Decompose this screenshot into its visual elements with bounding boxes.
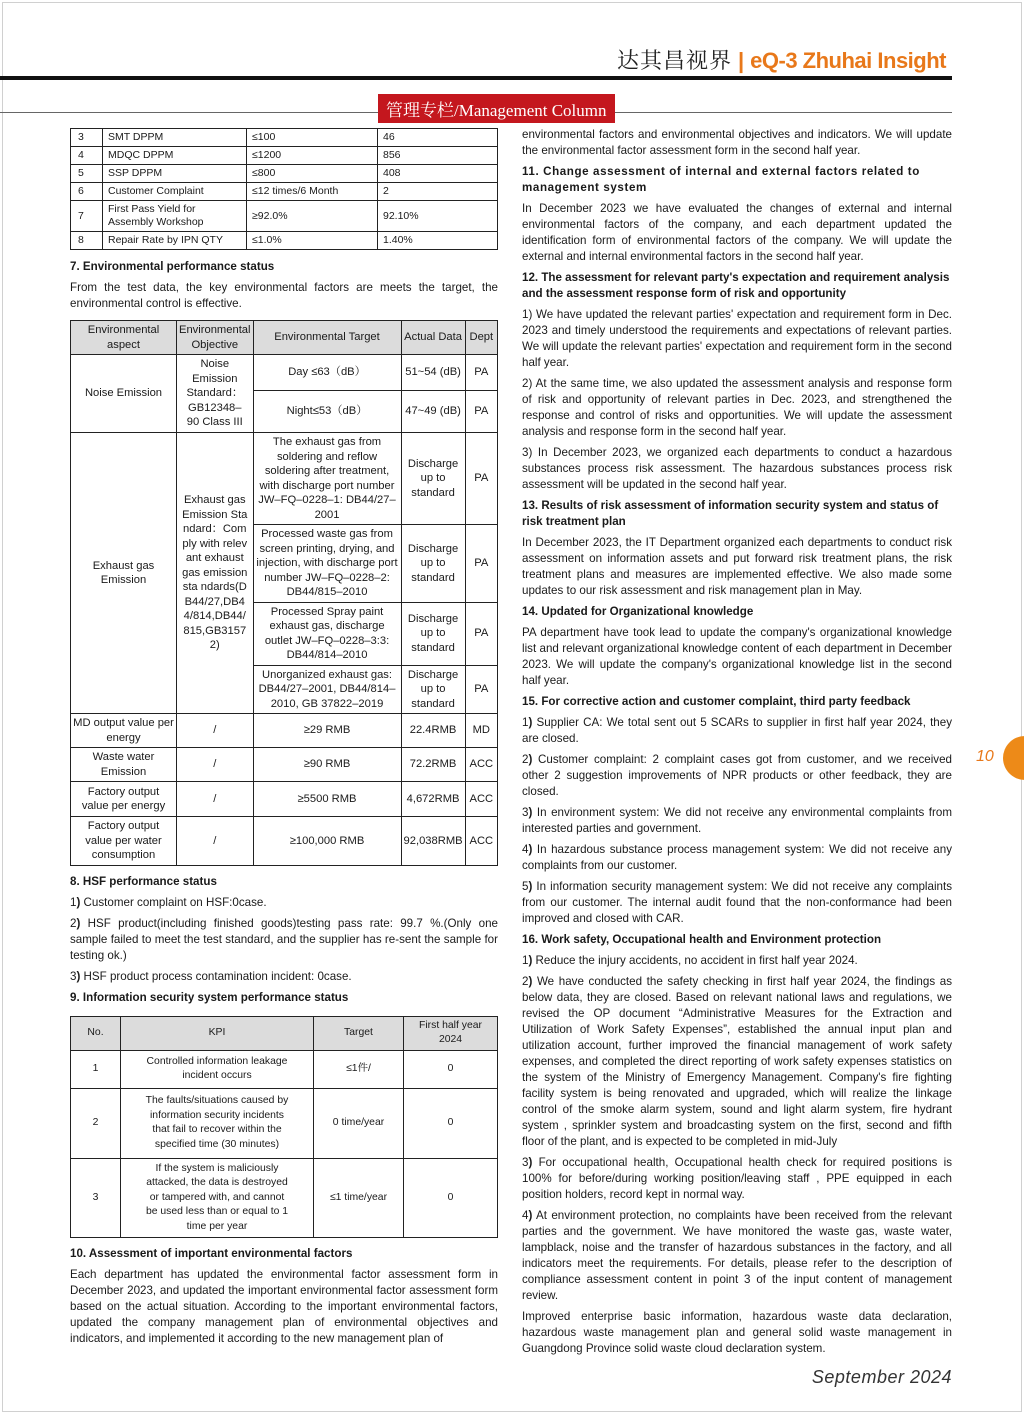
footer-date: September 2024 [811, 1367, 952, 1387]
brand-separator: | [738, 48, 745, 73]
infosec-target-cell: ≤1 time/year [314, 1158, 404, 1238]
env-target-cell: The exhaust gas from soldering and reflow soldering after treatment, with discharge port number JW–FQ–0228–1: DB44/27–2001 [253, 433, 401, 525]
env-target-cell: ≥5500 RMB [253, 782, 401, 817]
table-row [71, 201, 498, 232]
item-number: 2 [522, 753, 529, 766]
table-row [71, 1158, 498, 1238]
env-target-cell: ≥29 RMB [253, 714, 401, 748]
header-rule-thick [0, 76, 952, 80]
env-dept-cell: PA [465, 525, 497, 603]
section-15-item [522, 752, 952, 800]
item-number-paren: ) [528, 975, 533, 988]
kpi-actual-cell: 2 [378, 183, 498, 201]
infosec-table [70, 1016, 498, 1239]
section-9-heading: 9. Information security system performance status [70, 990, 349, 1004]
kpi-actual-cell: 92.10% [378, 201, 498, 232]
section-11-text: In December 2023 we have evaluated the changes of external and internal environmental factors of the company, and each department updated the identification form of environmental factors of the company. We will update the external and internal environmental factors in the second half year. [522, 202, 952, 263]
kpi-actual-cell: 408 [378, 165, 498, 183]
env-actual-cell: 47~49 (dB) [401, 391, 465, 433]
item-number-paren: ) [528, 843, 533, 856]
item-text: HSF product process contamination incident: 0case. [80, 969, 352, 983]
env-aspect-cell: Factory output value per water consumption [71, 817, 177, 866]
infosec-header-row [71, 1016, 498, 1050]
infosec-actual-cell: 0 [404, 1088, 498, 1158]
section-8-item [70, 895, 498, 911]
kpi-no-cell: 7 [71, 201, 103, 232]
kpi-actual-cell: 856 [378, 147, 498, 165]
kpi-no-cell: 3 [71, 129, 103, 147]
section-10-continued-text: environmental factors and environmental objectives and indicators. We will update the environmental factor assessment form in the second half year. [522, 128, 952, 157]
section-10-text: Each department has updated the environmental factor assessment form in December 2023, and updated the important environmental factor assessment form based on the actual situation. According to the important environmental factors, updated the company management plan of environmental objectives and indicators, and implemented it according to the new management plan of [70, 1268, 498, 1345]
section-14-heading: 14. Updated for Organizational knowledge [522, 605, 754, 618]
item-number-paren: ) [528, 806, 533, 819]
kpi-target-cell: ≤12 times/6 Month [247, 183, 378, 201]
kpi-actual-cell: 46 [378, 129, 498, 147]
item-text: Reduce the injury accidents, no accident in first half year 2024. [532, 954, 858, 967]
item-number: 3 [522, 1156, 529, 1169]
brand-english-name: eQ-3 Zhuhai Insight [750, 48, 946, 73]
section-8-item [70, 916, 498, 964]
kpi-no-cell: 6 [71, 183, 103, 201]
infosec-table-body [71, 1050, 498, 1238]
env-dept-cell: PA [465, 665, 497, 714]
section-7-text: From the test data, the key environmental factors are meets the target, the environmental control is effective. [70, 281, 498, 310]
item-number-paren: ) [528, 753, 533, 766]
left-column [70, 128, 498, 1352]
env-dept-cell: PA [465, 602, 497, 665]
section-15-item [522, 805, 952, 837]
section-15-list [522, 715, 952, 927]
section-15-item [522, 879, 952, 927]
infosec-no-cell: 1 [71, 1050, 121, 1088]
item-number-paren: ) [528, 880, 533, 893]
infosec-header-no: No. [71, 1016, 121, 1050]
kpi-target-cell: ≤1200 [247, 147, 378, 165]
env-dept-cell: PA [465, 355, 497, 391]
section-16-item [522, 1208, 952, 1304]
column-tab: 管理专栏/Management Column [378, 94, 615, 123]
kpi-target-cell: ≤800 [247, 165, 378, 183]
kpi-table-body [71, 129, 498, 250]
kpi-no-cell: 8 [71, 232, 103, 250]
section-16-item [522, 974, 952, 1150]
env-dept-cell: ACC [465, 748, 497, 782]
env-header-aspect: Environmental aspect [71, 321, 177, 355]
table-row [71, 782, 498, 817]
infosec-header-kpi: KPI [121, 1016, 314, 1050]
table-row [71, 355, 498, 391]
env-dept-cell: ACC [465, 817, 497, 866]
section-16-list [522, 953, 952, 1304]
section-15-item [522, 715, 952, 747]
section-12-item: 2) At the same time, we also updated the assessment analysis and response form of risk and opportunity of relevant parties in Dec. 2023, and strengthened the response and control of risks and opportunities. We will update the assessment analysis and response form in the second half year. [522, 377, 952, 438]
kpi-target-cell: ≤1.0% [247, 232, 378, 250]
item-number: 3 [70, 969, 77, 983]
item-number-paren: ) [528, 716, 533, 729]
env-actual-cell: Discharge up to standard [401, 433, 465, 525]
table-row [71, 1088, 498, 1158]
kpi-item-cell: SSP DPPM [103, 165, 247, 183]
item-number: 2 [522, 975, 529, 988]
section-8-list [70, 895, 498, 985]
item-text: At environment protection, no complaints have been received from the relevant parties and the government. We have monitored the waste gas, waste water, lampblack, noise and the transfer of hazardous substances in the factory, and all indicators meet the requirements. For details, please refer to the description of compliance assessment content in point 3 of the input content of management review. [522, 1209, 952, 1302]
item-number-paren: ) [76, 969, 81, 983]
infosec-header-actual: First half year 2024 [404, 1016, 498, 1050]
env-actual-cell: Discharge up to standard [401, 525, 465, 603]
kpi-item-cell: MDQC DPPM [103, 147, 247, 165]
infosec-kpi-cell: The faults/situations caused by information security incidents that fail to recover within the specified time (30 minutes) [121, 1088, 314, 1158]
kpi-target-cell: ≤100 [247, 129, 378, 147]
env-actual-cell: 92,038RMB [401, 817, 465, 866]
item-text: Customer complaint on HSF:0case. [80, 895, 267, 909]
section-13-heading: 13. Results of risk assessment of information security system and status of risk treatment plan [522, 499, 939, 528]
section-15-item [522, 842, 952, 874]
section-10-heading: 10. Assessment of important environmental factors [70, 1247, 353, 1260]
env-actual-cell: 51~54 (dB) [401, 355, 465, 391]
kpi-actual-cell: 1.40% [378, 232, 498, 250]
item-text: Supplier CA: We total sent out 5 SCARs to supplier in first half year 2024, they are closed. [522, 716, 952, 745]
item-text: In environment system: We did not receive any environmental complaints from interested parties and government. [522, 806, 952, 835]
env-aspect-cell: MD output value per energy [71, 714, 177, 748]
env-dept-cell: PA [465, 433, 497, 525]
item-text: Customer complaint: 2 complaint cases got from customer, and we received other 2 suggestion improvements of NPR products or other feedback, they are closed. [522, 753, 952, 798]
item-number-paren: ) [528, 1209, 533, 1222]
table-row [71, 748, 498, 782]
kpi-no-cell: 4 [71, 147, 103, 165]
item-number-paren: ) [528, 954, 533, 967]
kpi-no-cell: 5 [71, 165, 103, 183]
section-15-heading: 15. For corrective action and customer complaint, third party feedback [522, 695, 911, 708]
env-header-target: Environmental Target [253, 321, 401, 355]
kpi-target-cell: ≥92.0% [247, 201, 378, 232]
env-target-cell: ≥100,000 RMB [253, 817, 401, 866]
infosec-no-cell: 3 [71, 1158, 121, 1238]
env-actual-cell: 4,672RMB [401, 782, 465, 817]
item-text: HSF product(including finished goods)testing pass rate: 99.7 %.(Only one sample failed to meet the test standard, and the supplier has re-sent the sample for testing ok.) [70, 916, 498, 962]
section-16-item [522, 953, 952, 969]
item-number: 1 [70, 895, 77, 909]
env-actual-cell: 22.4RMB [401, 714, 465, 748]
env-target-cell: Day ≤63（dB） [253, 355, 401, 391]
infosec-actual-cell: 0 [404, 1050, 498, 1088]
env-actual-cell: Discharge up to standard [401, 602, 465, 665]
env-objective-cell: / [177, 748, 254, 782]
kpi-table [70, 128, 498, 250]
item-text: We have conducted the safety checking in first half year 2024, the findings as below data, they are closed. Based on relevant national laws and regulations, we revised the OP document “Administrative Measures for the Extraction and Utilization of Work Safety Expenses”, established the annual input plan and utilization account, further improved the financial management of work safety expenses, and completed the direct reporting of work safety expenses statistics on the system of the Ministry of Emergency Management. Company's fire fighting facility system is being renovated and upgraded, which will realize the linkage control of the smoke alarm system, sound and light alarm system, fire hydrant system , sprinkler system and broadcasting system on the first, second and fifth floor of the plant, and is expected to be completed in mid-July [522, 975, 952, 1148]
item-number-paren: ) [76, 895, 81, 909]
item-number-paren: ) [76, 916, 81, 930]
table-row [71, 1050, 498, 1088]
kpi-item-cell: Repair Rate by IPN QTY [103, 232, 247, 250]
env-header-row [71, 321, 498, 355]
item-number-paren: ) [528, 1156, 533, 1169]
section-12-item: 1) We have updated the relevant parties' expectation and requirement form in Dec. 2023 and timely understood the requirements and expectations of relevant parties. We will update the relevant parties' expectation and requirement form in the second half year. [522, 308, 952, 369]
table-row [71, 714, 498, 748]
env-objective-cell: / [177, 714, 254, 748]
page-number: 10 [976, 748, 994, 765]
item-number: 2 [70, 916, 77, 930]
env-exhaust-objective: Exhaust gas Emission Standard：Comply with relevant exhaust gas emission sta ndards(DB44/27,DB44/814,DB44/815,GB31572) [177, 433, 254, 714]
env-header-objective: Environmental Objective [177, 321, 254, 355]
table-row [71, 165, 498, 183]
item-number: 4 [522, 1209, 529, 1222]
brand-chinese-name: 达其昌视界 [616, 49, 732, 74]
right-column [522, 127, 952, 1362]
section-12-heading: 12. The assessment for relevant party's expectation and requirement analysis and the assessment response form of risk and opportunity [522, 271, 950, 300]
env-target-cell: Unorganized exhaust gas: DB44/27–2001, DB44/814–2010, GB 37822–2019 [253, 665, 401, 714]
section-11-heading: 11. Change assessment of internal and external factors related to management system [522, 165, 920, 194]
item-text: In hazardous substance process management system: We did not receive any complaints from our customer. [522, 843, 952, 872]
section-14-text: PA department have took lead to update the company's organizational knowledge list and relevant organizational knowledge content of each department in December 2023. We will update the company's organizational knowledge list in the second half year. [522, 626, 952, 687]
env-target-cell: Night≤53（dB） [253, 391, 401, 433]
section-8-heading: 8. HSF performance status [70, 874, 217, 888]
infosec-actual-cell: 0 [404, 1158, 498, 1238]
env-target-cell: Processed waste gas from screen printing, drying, and injection, with discharge port number JW–FQ–0228–2: DB44/815–2010 [253, 525, 401, 603]
env-objective-cell: / [177, 782, 254, 817]
kpi-item-cell: SMT DPPM [103, 129, 247, 147]
infosec-kpi-cell: Controlled information leakage incident occurs [121, 1050, 314, 1088]
table-row [71, 129, 498, 147]
env-dept-cell: ACC [465, 782, 497, 817]
environmental-table [70, 320, 498, 866]
masthead-brand [617, 44, 946, 75]
infosec-no-cell: 2 [71, 1088, 121, 1158]
env-target-cell: ≥90 RMB [253, 748, 401, 782]
item-text: In information security management system: We did not receive any complaints from our customer. The internal audit found that the non-conformance had been improved and closed with CAR. [522, 880, 952, 925]
env-actual-cell: Discharge up to standard [401, 665, 465, 714]
section-12-item: 3) In December 2023, we organized each departments to conduct a hazardous substances process risk assessment. The hazardous substances process risk assessment will be updated in the second half year. [522, 446, 952, 491]
item-number: 1 [522, 716, 529, 729]
table-row [71, 147, 498, 165]
kpi-item-cell: Customer Complaint [103, 183, 247, 201]
item-number: 3 [522, 806, 529, 819]
env-exhaust-aspect: Exhaust gas Emission [71, 433, 177, 714]
item-number: 5 [522, 880, 529, 893]
env-actual-cell: 72.2RMB [401, 748, 465, 782]
env-noise-objective: Noise Emission Standard：GB12348–90 Class III [177, 355, 254, 433]
section-16-item [522, 1155, 952, 1203]
env-noise-aspect: Noise Emission [71, 355, 177, 433]
table-row [71, 433, 498, 525]
item-text: For occupational health, Occupational health check for required positions is 100% for before/during working position/leaving staff , PPE equipped in each position holders, record kept in normal way. [522, 1156, 952, 1201]
env-target-cell: Processed Spray paint exhaust gas, discharge outlet JW–FQ–0228–3:3: DB44/814–2010 [253, 602, 401, 665]
table-row [71, 183, 498, 201]
item-number: 1 [522, 954, 529, 967]
infosec-target-cell: ≤1件/ [314, 1050, 404, 1088]
env-dept-cell: PA [465, 391, 497, 433]
env-dept-cell: MD [465, 714, 497, 748]
table-row [71, 232, 498, 250]
infosec-header-target: Target [314, 1016, 404, 1050]
env-aspect-cell: Factory output value per energy [71, 782, 177, 817]
table-row [71, 817, 498, 866]
env-header-dept: Dept [465, 321, 497, 355]
section-7-heading: 7. Environmental performance status [70, 260, 275, 273]
section-16-closing-text: Improved enterprise basic information, hazardous waste data declaration, hazardous waste management plan and general solid waste management in Guangdong Province solid waste cloud declaration system. [522, 1310, 952, 1355]
section-16-heading: 16. Work safety, Occupational health and Environment protection [522, 933, 882, 946]
env-objective-cell: / [177, 817, 254, 866]
env-header-actual: Actual Data [401, 321, 465, 355]
item-number: 4 [522, 843, 529, 856]
env-aspect-cell: Waste water Emission [71, 748, 177, 782]
infosec-target-cell: 0 time/year [314, 1088, 404, 1158]
section-13-text: In December 2023, the IT Department organized each departments to conduct risk assessment on information assets and put forward risk treatment plans, the risk treatment plans and measures are implemented effective. We also made some updates to our risk assessment and risk management plan in May. [522, 536, 952, 597]
infosec-kpi-cell: If the system is maliciously attacked, the data is destroyed or tampered with, and cannot be used less than or equal to 1 time per year [121, 1158, 314, 1238]
section-8-item [70, 969, 498, 985]
kpi-item-cell: First Pass Yield for Assembly Workshop [103, 201, 247, 232]
